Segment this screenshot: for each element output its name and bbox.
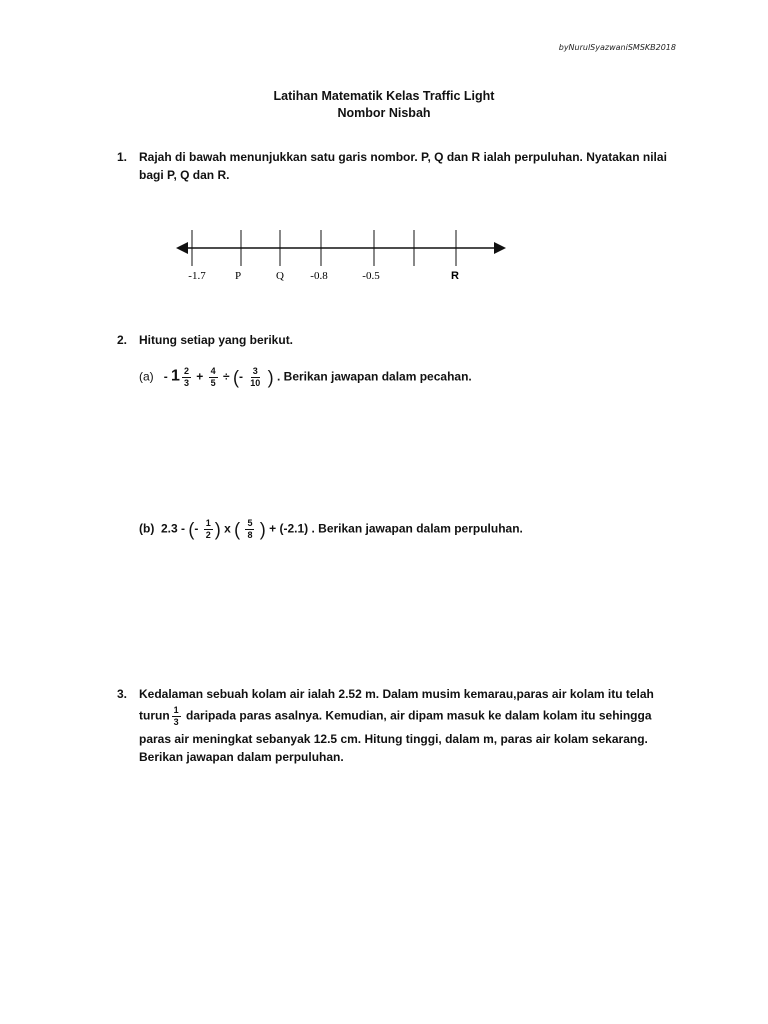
- fraction-3-10: $\frac{3}{10}$: [250, 366, 261, 388]
- author-credit: byNurulSyazwaniSMSKB2018: [558, 43, 676, 52]
- tick-label: -0.8: [310, 270, 328, 282]
- worksheet-title: [0, 88, 768, 122]
- fraction-1-3: $\frac{1}{3}$: [173, 705, 179, 727]
- part-b-label: (b): [139, 521, 155, 536]
- open-paren: (: [232, 367, 239, 388]
- fraction-2-3: $\frac{2}{3}$: [183, 366, 189, 388]
- question-1-number: 1.: [117, 150, 128, 164]
- q3-line-1: Kedalaman sebuah kolam air ialah 2.52 m. Dalam musim kemarau,paras air kolam itu telah: [139, 687, 654, 701]
- fraction-1-2: $\frac{1}{2}$: [205, 518, 211, 540]
- negative-sign: -: [238, 369, 243, 384]
- tick-label: -0.5: [362, 270, 380, 282]
- expression-start: 2.3 -: [161, 521, 186, 536]
- expression-tail: + (-2.1): [269, 521, 309, 536]
- tick-label: Q: [276, 270, 284, 282]
- open-paren: (: [188, 519, 195, 540]
- left-arrow-icon: [176, 242, 188, 254]
- close-paren: ): [267, 367, 274, 388]
- times-sign: x: [224, 521, 231, 536]
- number-line: [0, 225, 768, 295]
- question-2b: [139, 518, 523, 541]
- question-3-text: [139, 685, 699, 766]
- tick-label: -1.7: [188, 270, 206, 282]
- close-paren: ): [214, 519, 221, 540]
- open-paren: (: [234, 519, 241, 540]
- whole-number: 1: [171, 367, 180, 385]
- fraction-4-5: $\frac{4}{5}$: [210, 366, 216, 388]
- question-2-number: 2.: [117, 333, 128, 347]
- divide-sign: ÷: [223, 369, 230, 384]
- title-line-1: Latihan Matematik Kelas Traffic Light: [273, 89, 495, 103]
- question-2-text: Hitung setiap yang berikut.: [139, 333, 294, 347]
- question-1-text: Rajah di bawah menunjukkan satu garis nombor. P, Q dan R ialah perpuluhan. Nyatakan nilai bagi P, Q dan R.: [139, 150, 667, 182]
- q3-turun: turun: [139, 708, 170, 723]
- tick-label: P: [234, 270, 242, 282]
- negative-sign: -: [194, 521, 199, 536]
- question-2a: [139, 366, 472, 389]
- part-a-instruction: . Berikan jawapan dalam pecahan.: [277, 369, 472, 384]
- q3-line-4: Berikan jawapan dalam perpuluhan.: [139, 750, 344, 764]
- q3-line-3: paras air meningkat sebanyak 12.5 cm. Hitung tinggi, dalam m, paras air kolam sekarang.: [139, 732, 648, 746]
- plus-sign: +: [196, 369, 204, 384]
- part-a-label: (a): [139, 369, 154, 384]
- title-line-2: Nombor Nisbah: [337, 106, 431, 120]
- right-arrow-icon: [494, 242, 506, 254]
- q3-line-2-rest: daripada paras asalnya. Kemudian, air dipam masuk ke dalam kolam itu sehingga: [186, 708, 652, 723]
- q3-line-2: [139, 705, 699, 728]
- tick-label: R: [451, 270, 459, 282]
- fraction-5-8: $\frac{5}{8}$: [247, 518, 253, 540]
- close-paren: ): [259, 519, 266, 540]
- minus-sign: -: [163, 369, 168, 384]
- part-b-instruction: . Berikan jawapan dalam perpuluhan.: [311, 521, 523, 536]
- question-3-number: 3.: [117, 687, 128, 701]
